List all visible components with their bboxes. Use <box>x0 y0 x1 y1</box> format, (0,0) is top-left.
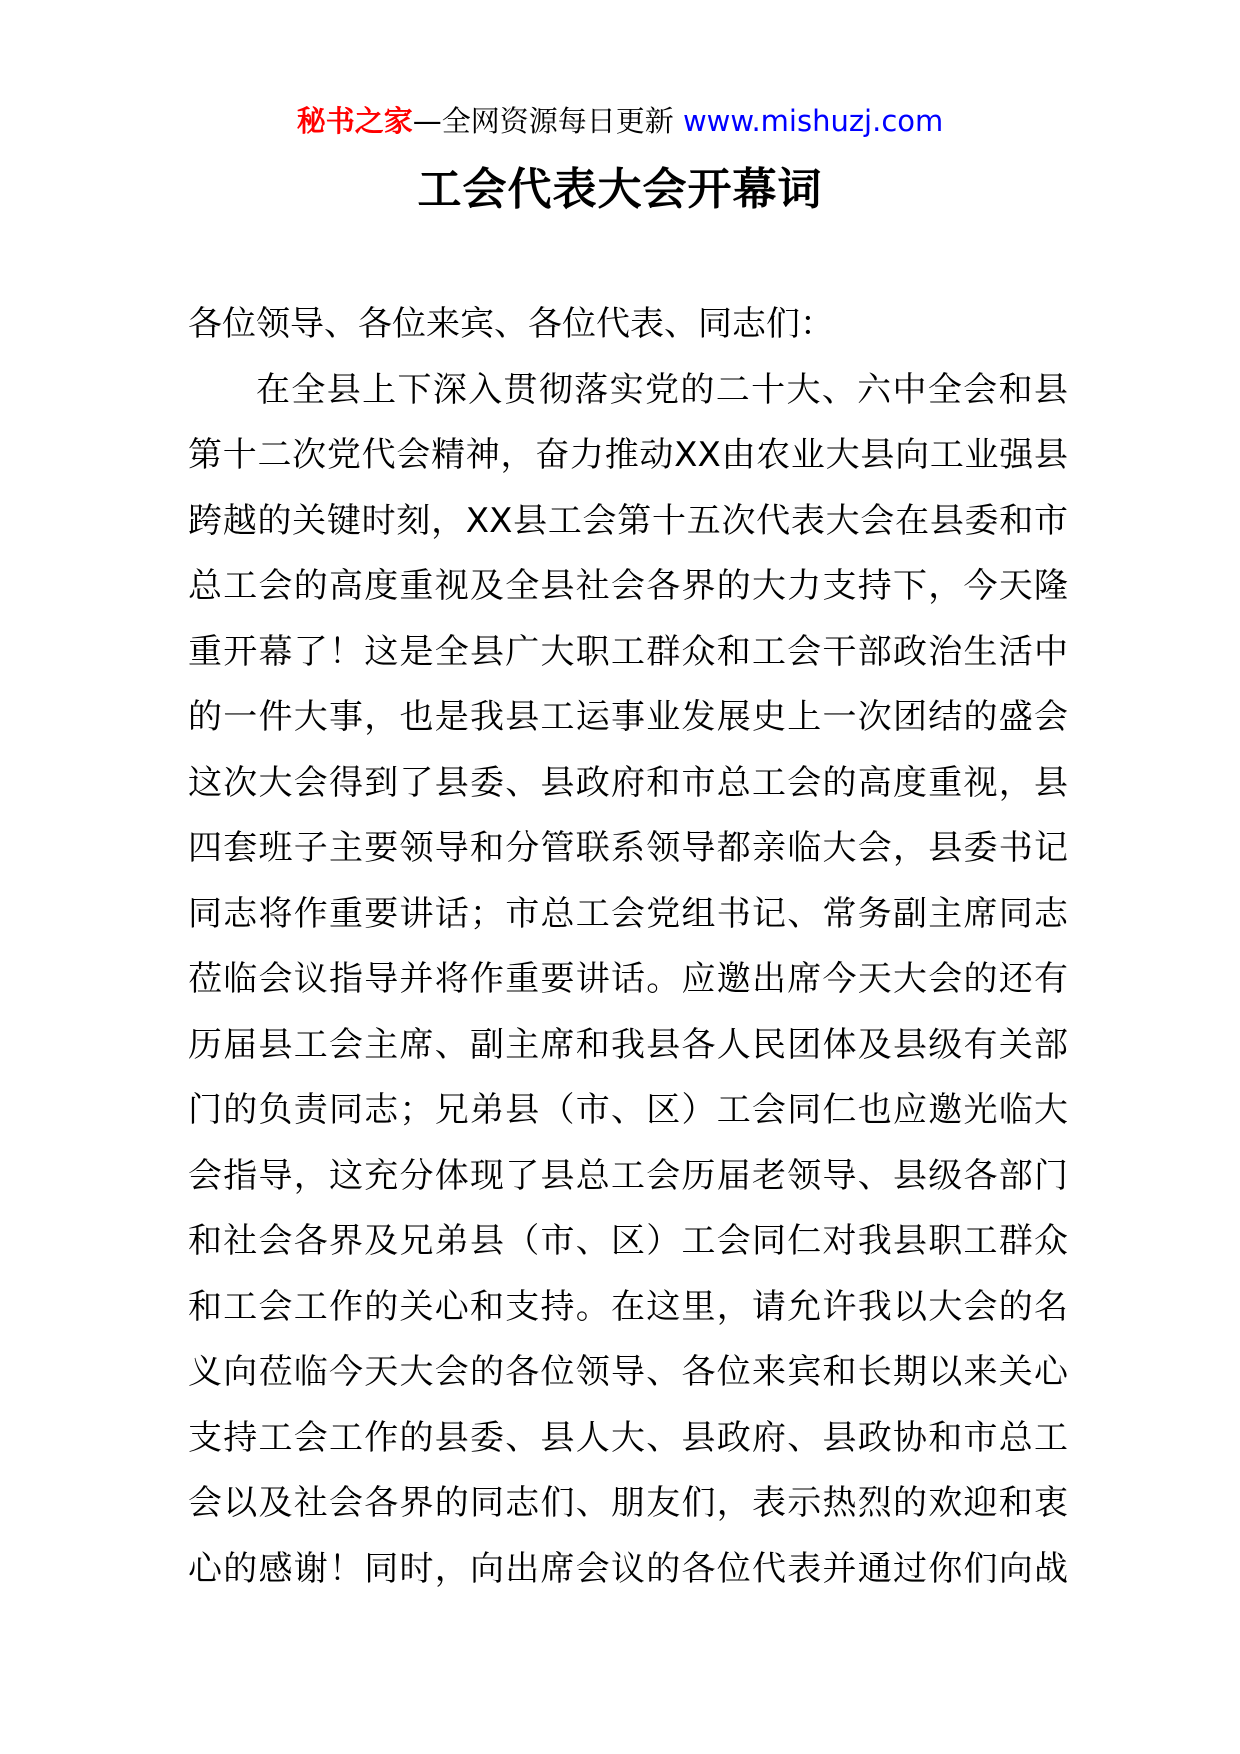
paragraph-line: 历届县工会主席、副主席和我县各人民团体及县级有关部 <box>188 1024 1068 1065</box>
paragraph-line: 跨越的关键时刻，XX县工会第十五次代表大会在县委和市 <box>188 500 1068 541</box>
paragraph-line: 的一件大事，也是我县工运事业发展史上一次团结的盛会 <box>188 697 1068 737</box>
paragraph-line: 和工会工作的关心和支持。在这里，请允许我以大会的名 <box>188 1286 1068 1327</box>
site-url[interactable]: www.mishuzj.com <box>682 104 944 138</box>
paragraph-line: 第十二次党代会精神，奋力推动XX由农业大县向工业强县 <box>188 435 1068 475</box>
paragraph-line: 支持工会工作的县委、县人大、县政府、县政协和市总工 <box>188 1417 1068 1458</box>
site-header <box>0 101 1240 141</box>
document-title: 工会代表大会开幕词 <box>417 164 823 215</box>
brand-name: 秘书之家 <box>296 104 413 138</box>
salutation: 各位领导、各位来宾、各位代表、同志们： <box>188 304 834 344</box>
paragraph-line: 同志将作重要讲话；市总工会党组书记、常务副主席同志 <box>188 893 1068 934</box>
paragraph-line: 这次大会得到了县委、县政府和市总工会的高度重视，县 <box>188 762 1068 803</box>
paragraph-line: 总工会的高度重视及全县社会各界的大力支持下，今天隆 <box>188 566 1068 606</box>
paragraph-line: 在全县上下深入贯彻落实党的二十大、六中全会和县 <box>256 369 1068 410</box>
paragraph-line: 和社会各界及兄弟县（市、区）工会同仁对我县职工群众 <box>188 1221 1068 1261</box>
paragraph-line: 门的负责同志；兄弟县（市、区）工会同仁也应邀光临大 <box>188 1090 1068 1130</box>
paragraph-line: 莅临会议指导并将作重要讲话。应邀出席今天大会的还有 <box>188 959 1068 999</box>
paragraph-line: 重开幕了！这是全县广大职工群众和工会干部政治生活中 <box>188 631 1068 672</box>
paragraph-line: 会指导，这充分体现了县总工会历届老领导、县级各部门 <box>188 1155 1068 1196</box>
paragraph-line: 心的感谢！同时，向出席会议的各位代表并通过你们向战 <box>188 1548 1068 1589</box>
paragraph-line: 会以及社会各界的同志们、朋友们，表示热烈的欢迎和衷 <box>188 1483 1068 1523</box>
paragraph-line: 义向莅临今天大会的各位领导、各位来宾和长期以来关心 <box>188 1352 1068 1392</box>
header-tagline: —全网资源每日更新 <box>412 104 683 138</box>
document-body <box>188 292 1068 1602</box>
paragraph-line: 四套班子主要领导和分管联系领导都亲临大会，县委书记 <box>188 828 1068 868</box>
